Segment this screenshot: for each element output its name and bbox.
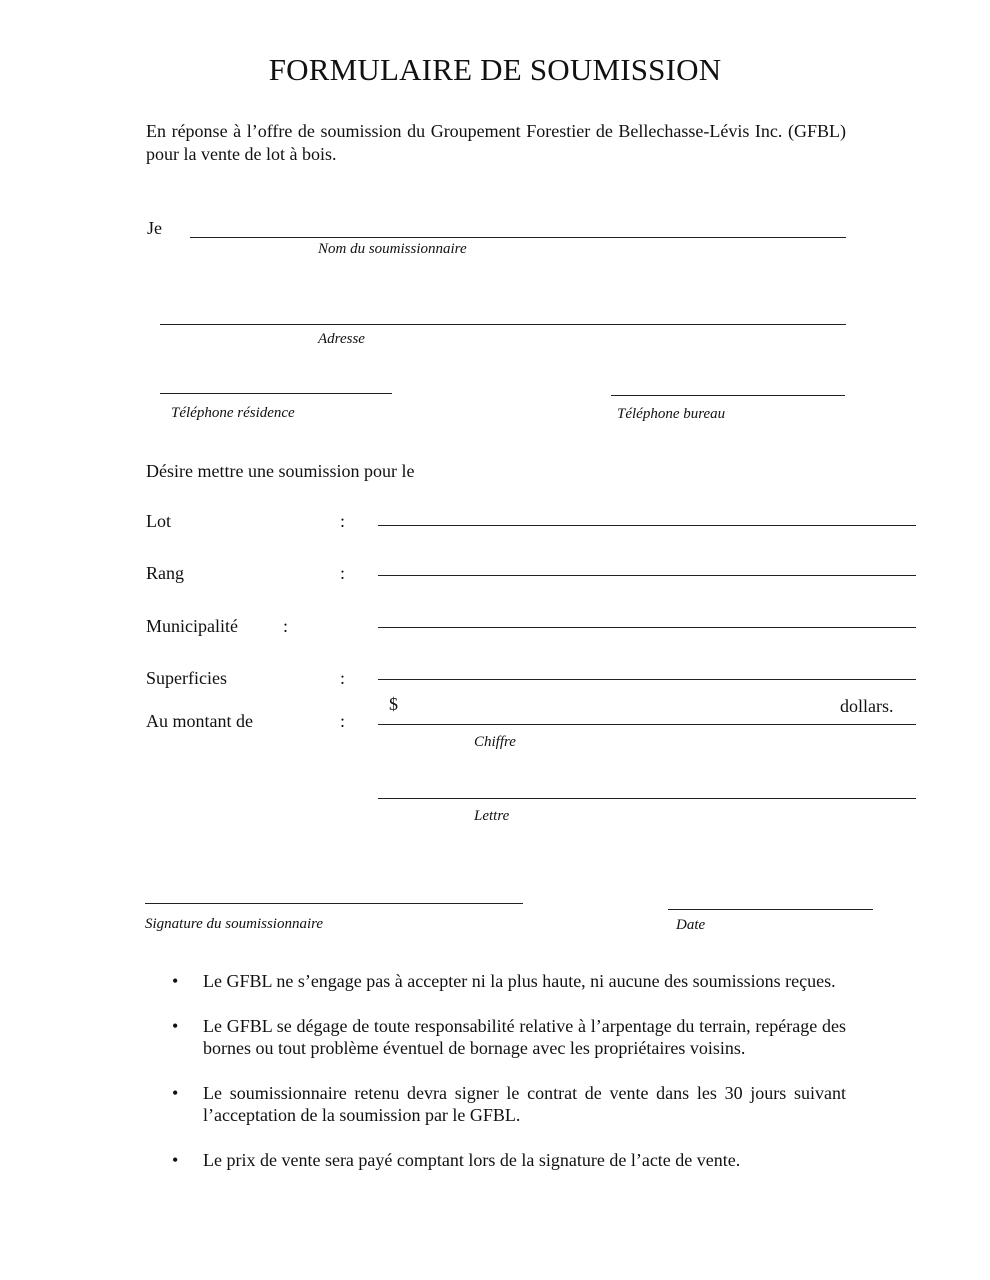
date-field[interactable] xyxy=(670,884,878,908)
municipalite-field[interactable] xyxy=(380,603,920,627)
bid-intro-text: Désire mettre une soumission pour le xyxy=(146,461,415,481)
date-caption: Date xyxy=(676,917,706,933)
rang-field[interactable] xyxy=(380,551,920,575)
applicant-name-field[interactable] xyxy=(192,212,850,236)
superficies-label: Superficies xyxy=(146,668,227,688)
dollars-word: dollars. xyxy=(840,696,894,716)
phone-work-field[interactable] xyxy=(613,371,849,395)
bullet-icon: • xyxy=(172,971,179,991)
address-caption: Adresse xyxy=(318,331,365,347)
address-line xyxy=(160,324,846,325)
montant-colon: : xyxy=(340,711,346,731)
conditions-list xyxy=(168,970,846,1193)
phone-home-field[interactable] xyxy=(162,369,398,393)
bullet-icon: • xyxy=(172,1015,179,1036)
intro-paragraph: En réponse à l’offre de soumission du Groupement Forestier de Bellechasse-Lévis Inc. (GFBL) pour la vente de lot à bois. xyxy=(146,121,846,164)
dollar-sign: $ xyxy=(389,694,398,714)
condition-text: Le GFBL se dégage de toute responsabilité relative à l’arpentage du terrain, repérage des bornes ou tout problème éventuel de bornage avec les propriétaires voisins. xyxy=(203,1015,846,1058)
amount-figures-field[interactable] xyxy=(408,696,836,720)
phone-home-caption: Téléphone résidence xyxy=(171,405,295,421)
montant-label: Au montant de xyxy=(146,711,253,731)
lettre-caption: Lettre xyxy=(474,808,510,824)
municipalite-label: Municipalité xyxy=(146,616,238,636)
rang-colon: : xyxy=(340,563,346,583)
lot-line xyxy=(378,525,916,526)
condition-text: Le soumissionnaire retenu devra signer le contrat de vente dans les 30 jours suivant l’acceptation de la soumission par le GFBL. xyxy=(203,1082,846,1125)
condition-text: Le prix de vente sera payé comptant lors de la signature de l’acte de vente. xyxy=(203,1149,741,1170)
applicant-name-caption: Nom du soumissionnaire xyxy=(318,241,467,257)
condition-item xyxy=(168,1082,846,1127)
municipalite-colon: : xyxy=(283,616,289,636)
rang-label: Rang xyxy=(146,563,184,583)
lot-colon: : xyxy=(340,511,346,531)
bullet-icon: • xyxy=(172,1149,179,1170)
amount-words-line xyxy=(378,798,916,799)
form-title: FORMULAIRE DE SOUMISSION xyxy=(268,52,722,87)
signature-field[interactable] xyxy=(147,878,527,902)
lot-label: Lot xyxy=(146,511,171,531)
phone-home-line xyxy=(160,393,392,394)
phone-work-caption: Téléphone bureau xyxy=(617,406,726,422)
condition-item xyxy=(168,1015,846,1060)
je-label: Je xyxy=(147,218,162,238)
applicant-name-line xyxy=(190,237,846,238)
amount-words-field[interactable] xyxy=(380,773,920,797)
superficies-field[interactable] xyxy=(380,655,920,679)
date-line xyxy=(668,909,873,910)
phone-work-line xyxy=(611,395,845,396)
lot-field[interactable] xyxy=(380,500,920,524)
rang-line xyxy=(378,575,916,576)
municipalite-line xyxy=(378,627,916,628)
amount-figures-line xyxy=(378,724,916,725)
condition-text: Le GFBL ne s’engage pas à accepter ni la plus haute, ni aucune des soumissions reçues. xyxy=(203,971,836,991)
signature-caption: Signature du soumissionnaire xyxy=(145,916,324,932)
superficies-colon: : xyxy=(340,668,346,688)
chiffre-caption: Chiffre xyxy=(474,734,516,750)
condition-item xyxy=(168,1149,846,1172)
bullet-icon: • xyxy=(172,1082,179,1103)
signature-line xyxy=(145,903,523,904)
address-field[interactable] xyxy=(162,298,850,322)
superficies-line xyxy=(378,679,916,680)
condition-item xyxy=(168,970,846,993)
